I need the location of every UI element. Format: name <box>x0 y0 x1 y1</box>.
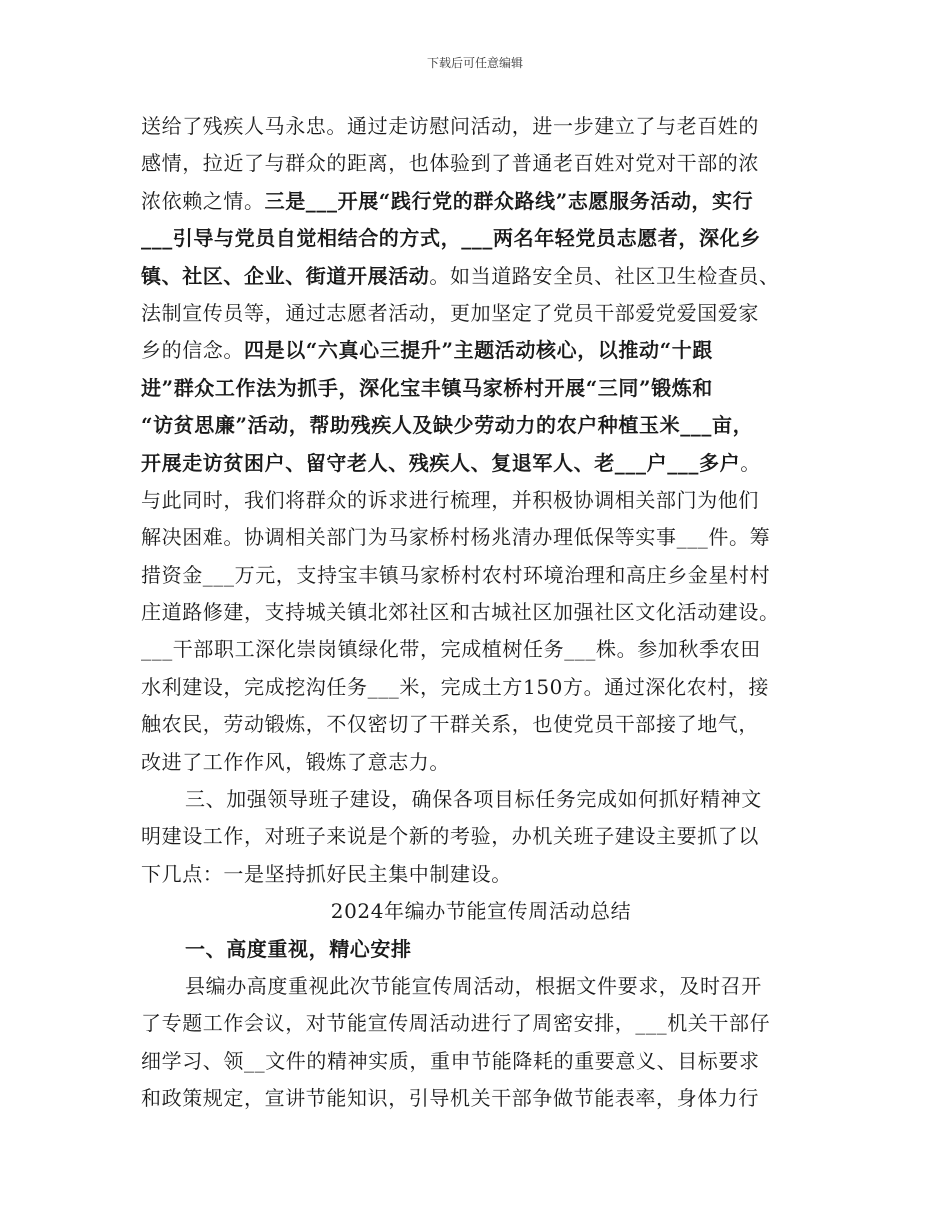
text-segment: 送给了残疾人马永忠。通过走访慰问活动，进一步建立了与老百姓的 <box>141 114 759 138</box>
text-line <box>141 931 821 968</box>
text-line <box>141 631 821 668</box>
text-segment: 明建设工作，对班子来说是个新的考验，办机关班子建设主要抓了以 <box>141 824 759 849</box>
text-segment: 三、加强领导班子建设，确保各项目标任务完成如何抓好精神文 <box>185 787 762 812</box>
text-segment: 水利建设，完成挖沟任务___米，完成土方150方。通过深化农村，接 <box>141 674 769 699</box>
text-line <box>141 1080 821 1117</box>
text-line <box>141 108 821 145</box>
bold-text: ___引导与党员自觉相结合的方式，___两名年轻党员志愿者，深化乡 <box>141 226 761 251</box>
text-segment: 。 <box>740 450 761 475</box>
bold-text: “访贫思廉”活动，帮助残疾人及缺少劳动力的农户种植玉米___亩， <box>141 413 754 438</box>
text-line <box>141 145 821 182</box>
text-segment: 措资金___万元，支持宝丰镇马家桥村农村环境治理和高庄乡金星村村 <box>141 562 771 587</box>
document-body <box>141 108 821 1118</box>
text-line <box>141 669 821 706</box>
text-line <box>141 1005 821 1042</box>
bold-text: 进”群众工作法为抓手，深化宝丰镇马家桥村开展“三同”锻炼和 <box>141 375 713 400</box>
text-line <box>141 332 821 369</box>
text-segment: ___干部职工深化崇岗镇绿化带，完成植树任务___株。参加秋季农田 <box>141 637 761 662</box>
text-line <box>141 482 821 519</box>
text-line <box>141 856 821 893</box>
bold-text: 开展走访贫困户、留守老人、残疾人、复退军人、老___户___多户 <box>141 450 741 475</box>
text-segment: 下几点：一是坚持抓好民主集中制建设。 <box>141 861 512 886</box>
bold-text: 三是___开展“践行党的群众路线”志愿服务活动，实行 <box>264 188 754 213</box>
text-line <box>141 818 821 855</box>
text-line <box>141 183 821 220</box>
text-line <box>141 557 821 594</box>
text-line <box>141 370 821 407</box>
text-segment: 。如当道路安全员、社区卫生检查员、 <box>429 263 780 288</box>
text-segment: 解决困难。协调相关部门为马家桥村杨兆清办理低保等实事___件。筹 <box>141 525 771 550</box>
text-line <box>141 445 821 482</box>
text-line <box>141 220 821 257</box>
text-line <box>141 295 821 332</box>
page-header: 下载后可任意编辑 <box>426 56 523 70</box>
text-segment: 改进了工作作风，锻炼了意志力。 <box>141 749 450 774</box>
text-line <box>141 968 821 1005</box>
text-segment: 与此同时，我们将群众的诉求进行梳理，并积极协调相关部门为他们 <box>141 487 759 512</box>
text-segment: 和政策规定，宣讲节能知识，引导机关干部争做节能表率，身体力行 <box>141 1086 759 1111</box>
text-line <box>141 519 821 556</box>
text-line <box>141 1043 821 1080</box>
text-segment: 乡的信念。 <box>141 338 244 363</box>
text-segment: 县编办高度重视此次节能宣传周活动，根据文件要求，及时召开 <box>185 973 762 998</box>
text-line <box>141 781 821 818</box>
text-segment: 触农民，劳动锻炼，不仅密切了干群关系，也使党员干部接了地气， <box>141 712 759 737</box>
bold-text: 四是以“六真心三提升”主题活动核心，以推动“十跟 <box>244 338 713 363</box>
text-segment: 法制宣传员等，通过志愿者活动，更加坚定了党员干部爱党爱国爱家 <box>141 300 759 325</box>
text-segment: 了专题工作会议，对节能宣传周活动进行了周密安排，___机关干部仔 <box>141 1011 771 1036</box>
text-line <box>141 258 821 295</box>
bold-text: 镇、社区、企业、街道开展活动 <box>141 263 430 288</box>
text-segment: 2024年编办节能宣传周活动总结 <box>330 899 632 924</box>
text-segment: 庄道路修建，支持城关镇北郊社区和古城社区加强社区文化活动建设。 <box>141 600 780 625</box>
text-line <box>141 706 821 743</box>
text-line <box>141 594 821 631</box>
text-segment: 感情，拉近了与群众的距离，也体验到了普通老百姓对党对干部的浓 <box>141 151 759 176</box>
text-line <box>141 744 821 781</box>
text-segment: 细学习、领__文件的精神实质，重申节能降耗的重要意义、目标要求 <box>141 1048 760 1073</box>
text-line <box>141 407 821 444</box>
text-segment: 浓依赖之情。 <box>141 188 265 213</box>
bold-text: 一、高度重视，精心安排 <box>185 936 412 961</box>
section-title <box>141 893 821 930</box>
